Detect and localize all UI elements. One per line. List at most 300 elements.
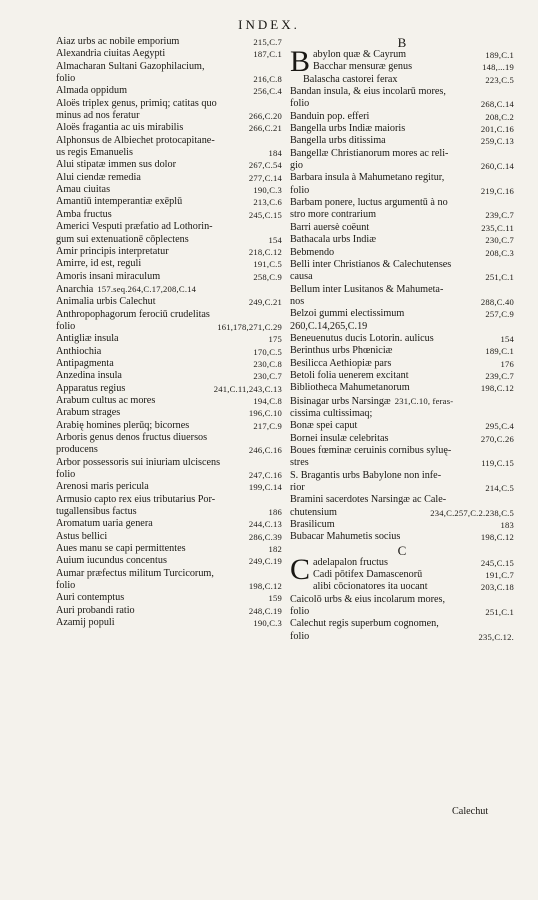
entry-text-line <box>290 74 514 86</box>
entry-term: Balascha castorei ferax <box>303 73 398 85</box>
page-reference: 213,C.6 <box>253 197 282 208</box>
page-reference: 239,C.7 <box>485 210 514 221</box>
index-entry <box>56 383 282 395</box>
entry-text-line: 260,C.14,265,C.19 <box>290 320 368 332</box>
page-reference: 245,C.15 <box>248 209 282 220</box>
index-entry <box>56 296 282 308</box>
index-entry <box>290 445 514 470</box>
entry-term: Apparatus regius <box>56 382 126 394</box>
entry-term: Almada oppidum <box>56 85 128 97</box>
entry-text-line <box>56 395 282 407</box>
page-reference: 230,C.7 <box>253 371 282 382</box>
index-entry <box>290 594 514 619</box>
entry-term: Banduin pop. efferi <box>290 110 370 122</box>
page-reference: 260,C.14 <box>480 161 514 172</box>
entry-text-line <box>56 36 282 48</box>
entry-term: Betoli folia uenerem excitant <box>290 369 409 381</box>
entry-term: Bisinagar urbs Narsingæ <box>290 395 391 407</box>
entry-text-line <box>290 123 514 135</box>
entry-text-line <box>290 631 514 643</box>
index-entry <box>56 135 282 160</box>
entry-term: Anarchia <box>56 283 94 295</box>
entry-term: Aues manu se capi permittentes <box>56 543 186 555</box>
index-entry <box>56 555 282 567</box>
page-reference: 266,C.20 <box>248 111 282 122</box>
index-entry <box>290 172 514 197</box>
index-entry <box>56 333 282 345</box>
page-reference: 230,C.8 <box>253 358 282 369</box>
entry-term: Alexandria ciuitas Aegypti <box>56 48 166 60</box>
entry-term: Amantiū intemperantiæ exēplū <box>56 196 183 208</box>
entry-term: Amba fructus <box>56 208 112 220</box>
entry-term: Aromatum uaria genera <box>56 518 153 530</box>
page-reference: 214,C.5 <box>485 483 514 494</box>
index-entry <box>290 618 514 643</box>
index-entry <box>56 196 282 208</box>
entry-text-line <box>290 581 514 593</box>
entry-text-line <box>290 370 514 382</box>
entry-text-line <box>290 234 514 246</box>
entry-text-line: Aloës triplex genus, primiq; catitas quo <box>56 97 217 109</box>
drop-cap-letter: B <box>290 45 311 78</box>
index-entry <box>290 135 514 147</box>
entry-text-line <box>56 296 282 308</box>
section-letter: C <box>397 542 407 558</box>
entry-text-line: S. Bragantis urbs Babylone non infe- <box>290 469 442 481</box>
entry-term: Arabum strages <box>56 407 121 419</box>
entry-text-line <box>56 580 282 592</box>
entry-text-line <box>56 383 282 395</box>
entry-term: Bornei insulæ celebritas <box>290 432 389 444</box>
entry-term: Amau ciuitas <box>56 184 111 196</box>
page-reference: 201,C.16 <box>480 124 514 135</box>
entry-text-line <box>56 346 282 358</box>
entry-text-line <box>56 469 282 481</box>
index-entry <box>290 197 514 222</box>
page-reference: 251,C.1 <box>485 607 514 618</box>
index-entry <box>56 159 282 171</box>
index-entry <box>56 518 282 530</box>
entry-text-line <box>56 370 282 382</box>
index-entry <box>56 543 282 555</box>
index-entry <box>290 333 514 345</box>
entry-term: folio <box>290 630 310 642</box>
entry-text-line <box>290 160 514 172</box>
entry-text-line: Arbor possessoris sui iniuriam ulciscens <box>56 456 221 468</box>
entry-term: folio <box>290 184 310 196</box>
index-entry <box>290 433 514 445</box>
page-reference: 286,C.39 <box>248 531 282 542</box>
entry-term: Arabum cultus ac mores <box>56 394 156 406</box>
entry-text-line <box>290 222 514 234</box>
page-reference: 249,C.21 <box>248 297 282 308</box>
page-reference: 198,C.12 <box>480 383 514 394</box>
entry-term: Anthiochia <box>56 345 102 357</box>
index-entry <box>290 494 514 519</box>
entry-term: Berinthus urbs Phœniciæ <box>290 345 393 357</box>
entry-text-line <box>56 122 282 134</box>
page-reference: 157.seq.264,C.17,208,C.14 <box>97 283 197 294</box>
index-entry <box>56 172 282 184</box>
index-entry <box>56 184 282 196</box>
page-reference: 219,C.16 <box>480 185 514 196</box>
page-reference: 215,C.7 <box>253 37 282 47</box>
index-entry <box>290 86 514 111</box>
entry-text-line: Belli inter Christianos & Calechutenses <box>290 258 452 270</box>
page-reference: 248,C.19 <box>248 605 282 616</box>
page-reference: 295,C.4 <box>485 421 514 432</box>
entry-term: Auium iucundus concentus <box>56 555 167 567</box>
index-entry <box>56 283 282 296</box>
entry-term: us regis Emanuelis <box>56 147 133 159</box>
entry-term: Bacchar mensuræ genus <box>313 61 413 73</box>
index-column-right <box>290 36 514 643</box>
entry-text-line: Caicolō urbs & eius incolarum mores, <box>290 593 446 605</box>
entry-text-line <box>56 358 282 370</box>
entry-text-line <box>56 172 282 184</box>
index-entry <box>290 123 514 135</box>
entry-term: Amoris insani miraculum <box>56 270 161 282</box>
entry-text-line: Boues fœminæ ceruinis cornibus syluę- <box>290 445 452 456</box>
page-reference: 203,C.18 <box>480 582 514 593</box>
catchword: Calechut <box>452 806 489 817</box>
page-reference: 208,C.2 <box>485 111 514 122</box>
index-entry <box>290 247 514 259</box>
page-reference: 256,C.4 <box>253 86 282 97</box>
page-reference: 245,C.15 <box>480 557 514 568</box>
entry-text-line: Almacharan Sultani Gazophilacium, <box>56 60 205 72</box>
entry-term: folio <box>290 606 310 618</box>
entry-text-line <box>290 358 514 370</box>
index-entry <box>56 36 282 48</box>
index-entry <box>290 61 514 73</box>
entry-term: adelapalon fructus <box>313 556 388 568</box>
index-entry <box>56 85 282 97</box>
page-reference: 196,C.10 <box>248 408 282 419</box>
entry-text-line: Alphonsus de Albiechet protocapitane- <box>56 134 215 146</box>
index-entry <box>56 395 282 407</box>
entry-term: Alui ciendæ remedia <box>56 171 141 183</box>
entry-text-line: Americi Vesputi præfatio ad Lothorin- <box>56 221 213 233</box>
entry-text-line <box>290 395 514 408</box>
entry-term: Barri auersè coëunt <box>290 221 370 233</box>
page-reference: 230,C.7 <box>485 235 514 246</box>
page-reference: 190,C.3 <box>253 185 282 196</box>
entry-text-line <box>56 85 282 97</box>
index-entry <box>56 605 282 617</box>
entry-term: Aiaz urbs ac nobile emporium <box>56 36 180 47</box>
page-reference: 216,C.8 <box>253 74 282 85</box>
entry-text-line <box>290 606 514 618</box>
entry-term: Bibliotheca Mahumetanorum <box>290 382 410 394</box>
entry-text-line: Calechut regis superbum cognomen, <box>290 618 439 630</box>
entry-text-line <box>56 617 282 629</box>
entry-term: abylon quæ & Cayrum <box>313 49 407 60</box>
index-entry <box>56 568 282 593</box>
entry-term: Animalia urbis Calechut <box>56 296 156 308</box>
entry-term: chutensium <box>290 506 337 518</box>
entry-text-line <box>290 247 514 259</box>
page-reference: 241,C.11,243,C.13 <box>213 383 282 394</box>
entry-term: alibi cōcionatores ita uocant <box>313 581 428 593</box>
entry-term: Antigliæ insula <box>56 333 119 345</box>
page-reference: 184 <box>268 148 282 159</box>
page-reference: 175 <box>268 334 282 345</box>
entry-text-line <box>56 518 282 530</box>
entry-term: Auri probandi ratio <box>56 604 135 616</box>
entry-text-line <box>290 420 514 432</box>
index-entry <box>290 470 514 495</box>
index-entry <box>290 234 514 246</box>
page-reference: 198,C.12 <box>480 532 514 543</box>
entry-term: Belzoi gummi electissimum <box>290 308 405 320</box>
index-entry <box>56 420 282 432</box>
page-reference: 217,C.9 <box>253 420 282 431</box>
index-entry <box>56 122 282 134</box>
entry-text-line <box>290 111 514 123</box>
page-reference: 186 <box>268 507 282 518</box>
entry-term: Bangella urbs Indiæ maioris <box>290 123 406 135</box>
page-reference: 249,C.19 <box>248 556 282 567</box>
entry-text-line <box>290 482 514 494</box>
entry-text-line <box>56 444 282 456</box>
entry-term: Aloës fragantia ac uis mirabilis <box>56 122 184 134</box>
entry-text-line: Bandan insula, & eius incolarū mores, <box>290 86 446 98</box>
entry-term: Bathacala urbs Indiæ <box>290 234 377 246</box>
entry-term: Arenosi maris pericula <box>56 481 149 493</box>
index-entry <box>290 358 514 370</box>
page-reference: 194,C.8 <box>253 395 282 406</box>
entry-text-line: Bangellæ Christianorum mores ac reli- <box>290 147 449 159</box>
page-reference: 161,178,271,C.29 <box>217 321 282 332</box>
entry-term: Auri contemptus <box>56 592 125 604</box>
page-reference: 234,C.257,C.2.238,C.5 <box>430 507 514 518</box>
page-reference: 246,C.16 <box>248 445 282 456</box>
index-entry <box>56 346 282 358</box>
entry-text-line: Armusio capto rex eius tributarius Por- <box>56 493 216 505</box>
entry-term: Bonæ spei caput <box>290 420 358 432</box>
entry-text-line <box>56 283 282 296</box>
entry-term: minus ad nos feratur <box>56 110 140 122</box>
entry-text-line <box>290 135 514 147</box>
index-entry <box>290 321 514 333</box>
entry-text-line <box>290 557 514 569</box>
entry-term: Bangella urbs ditissima <box>290 135 386 147</box>
index-entry <box>290 531 514 543</box>
index-entry <box>290 581 514 593</box>
entry-term: folio <box>290 98 310 110</box>
page-reference: 182 <box>268 544 282 555</box>
entry-term: folio <box>56 580 76 592</box>
index-entry <box>290 420 514 432</box>
entry-term: Beneuenutus ducis Lotorin. aulicus <box>290 332 434 344</box>
entry-text-line: Anthropophagorum ferociū crudelitas <box>56 308 210 320</box>
entry-term: Bebmendo <box>290 246 335 258</box>
entry-text-line <box>290 308 514 320</box>
entry-text-line <box>290 569 514 581</box>
entry-text-line <box>56 48 282 60</box>
index-entry <box>56 221 282 246</box>
entry-term: folio <box>56 73 76 85</box>
entry-term: rior <box>290 482 305 494</box>
page-reference: 247,C.16 <box>248 470 282 481</box>
entry-text-line <box>290 333 514 345</box>
entry-text-line <box>290 185 514 197</box>
entry-text-line <box>290 98 514 110</box>
entry-text-line: Barbara insula à Mahumetano regitur, <box>290 172 445 184</box>
index-entry <box>56 271 282 283</box>
entry-text-line <box>56 506 282 518</box>
index-entry <box>56 309 282 334</box>
index-entry <box>290 148 514 173</box>
index-entry <box>56 370 282 382</box>
entry-text-line <box>290 382 514 394</box>
index-entry <box>290 308 514 320</box>
entry-text-line <box>56 592 282 604</box>
page-reference: 148,...19 <box>482 62 514 73</box>
entry-text-line <box>290 61 514 73</box>
entry-text-line <box>56 246 282 258</box>
page-reference: 268,C.14 <box>480 99 514 110</box>
entry-text-line <box>56 147 282 159</box>
entry-term: nos <box>290 295 305 307</box>
page-reference: 235,C.12. <box>478 631 514 642</box>
entry-text-line <box>56 234 282 246</box>
entry-text-line: cissima cultissimaq; <box>290 407 373 419</box>
page-reference: 235,C.11 <box>481 222 514 233</box>
page-reference: 187,C.1 <box>253 49 282 60</box>
drop-cap-letter: C <box>290 552 311 586</box>
entry-text-line <box>290 209 514 221</box>
entry-term: producens <box>56 444 98 456</box>
page-reference: 258,C.9 <box>253 271 282 282</box>
entry-term: Arabię homines plerūq; bicornes <box>56 419 190 431</box>
entry-text-line <box>56 196 282 208</box>
entry-term: Azamij populi <box>56 617 115 629</box>
page-reference: 257,C.9 <box>485 309 514 320</box>
entry-term: Astus bellici <box>56 530 108 542</box>
page-reference: 277,C.14 <box>248 172 282 183</box>
entry-text-line <box>290 507 514 519</box>
index-entry <box>290 370 514 382</box>
entry-term: stres <box>290 457 309 469</box>
entry-text-line <box>56 555 282 567</box>
page-reference: 231,C.10, feras- <box>394 395 454 406</box>
index-entry <box>56 209 282 221</box>
page-reference: 218,C.12 <box>248 246 282 257</box>
index-entry <box>290 382 514 394</box>
index-entry <box>56 246 282 258</box>
page-reference: 270,C.26 <box>480 433 514 444</box>
section-letter: B <box>397 35 407 50</box>
entry-text-line <box>56 159 282 171</box>
entry-term: stro more contrarium <box>290 209 377 221</box>
entry-text-line <box>56 73 282 85</box>
entry-text-line <box>56 258 282 270</box>
entry-text-line <box>290 345 514 357</box>
entry-term: Anzedina insula <box>56 370 122 382</box>
index-entry <box>56 432 282 457</box>
entry-term: folio <box>56 469 76 481</box>
entry-term: gio <box>290 160 304 172</box>
entry-term: Cadi pōtifex Damascenorū <box>313 569 423 581</box>
index-entry <box>290 259 514 284</box>
page-reference: 288,C.40 <box>480 296 514 307</box>
entry-text-line <box>290 49 514 61</box>
index-entry <box>290 395 514 408</box>
entry-text-line: Bellum inter Lusitanos & Mahumeta- <box>290 283 444 295</box>
entry-text-line <box>56 543 282 555</box>
index-entry <box>56 48 282 60</box>
page-reference: 223,C.5 <box>485 74 514 85</box>
index-entry <box>56 592 282 604</box>
entry-text-line <box>56 184 282 196</box>
entry-term: Amir principis interpretatur <box>56 245 169 257</box>
entry-text-line <box>290 519 514 531</box>
entry-text-line <box>56 407 282 419</box>
entry-term: gum sui extenuationē cōplectens <box>56 233 189 245</box>
entry-text-line <box>290 433 514 445</box>
page-reference: 154 <box>268 234 282 245</box>
entry-term: tugallensibus factus <box>56 506 137 518</box>
index-entry <box>56 358 282 370</box>
entry-term: Bubacar Mahumetis socius <box>290 531 401 543</box>
page-reference: 119,C.15 <box>481 458 514 469</box>
index-entry <box>56 258 282 270</box>
entry-term: Amirre, id est, reguli <box>56 258 142 270</box>
page-reference: 266,C.21 <box>248 123 282 134</box>
entry-text-line <box>56 420 282 432</box>
entry-text-line <box>56 321 282 333</box>
index-entry <box>290 74 514 86</box>
page-reference: 159 <box>268 593 282 604</box>
index-entry <box>290 345 514 357</box>
entry-term: Besilicca Aethiopiæ pars <box>290 357 392 369</box>
entry-text-line: Bramini sacerdotes Narsingæ ac Cale- <box>290 494 447 506</box>
entry-text-line <box>290 296 514 308</box>
entry-term: Antipagmenta <box>56 357 114 369</box>
index-entry <box>56 494 282 519</box>
entry-text-line: Barbam ponere, luctus argumentū à no <box>290 197 448 209</box>
index-entry <box>290 408 514 420</box>
entry-text-line: Aumar præfectus militum Turcicorum, <box>56 567 214 579</box>
page-reference: 251,C.1 <box>485 272 514 283</box>
entry-text-line <box>56 333 282 345</box>
index-entry <box>290 519 514 531</box>
entry-text-line <box>56 110 282 122</box>
page-reference: 259,C.13 <box>480 136 514 147</box>
index-entry <box>56 98 282 123</box>
entry-text-line <box>56 209 282 221</box>
entry-text-line <box>56 605 282 617</box>
entry-term: Alui stipatæ immen sus dolor <box>56 159 176 171</box>
page-reference: 189,C.1 <box>485 346 514 357</box>
entry-text-line <box>290 531 514 543</box>
page-reference: 199,C.14 <box>248 482 282 493</box>
index-entry <box>56 481 282 493</box>
page-reference: 239,C.7 <box>485 370 514 381</box>
entry-text-line <box>290 271 514 283</box>
page-reference: 154 <box>500 333 514 344</box>
page-reference: 183 <box>500 520 514 531</box>
index-entry <box>56 61 282 86</box>
page-reference: 190,C.3 <box>253 618 282 629</box>
entry-term: causa <box>290 271 313 283</box>
page-header: INDEX. <box>238 17 300 32</box>
index-entry <box>56 407 282 419</box>
page-reference: 208,C.3 <box>485 247 514 258</box>
index-entry <box>290 111 514 123</box>
